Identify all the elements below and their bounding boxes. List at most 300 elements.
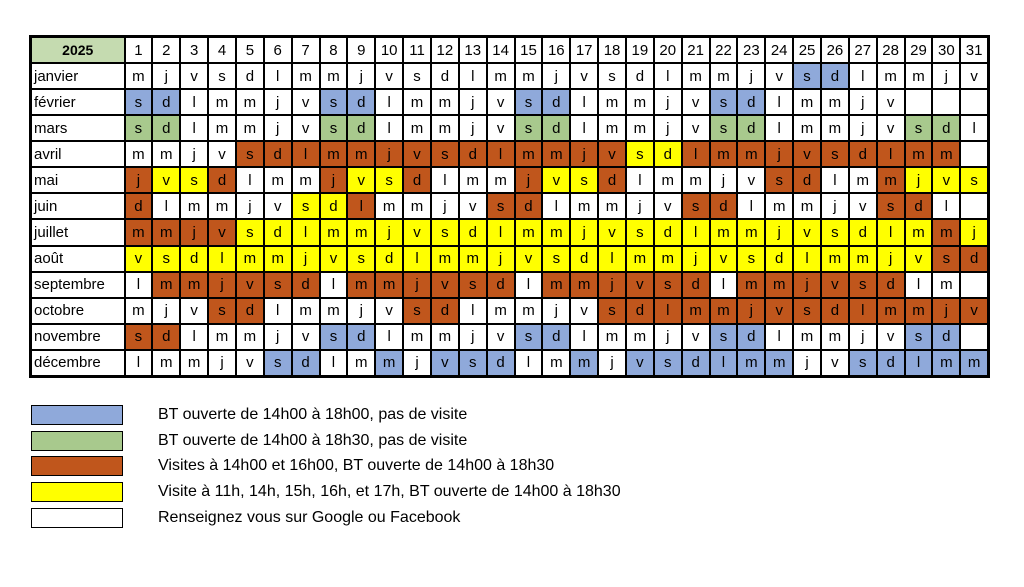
month-row — [31, 89, 989, 115]
day-cell: s — [960, 167, 988, 193]
day-cell: v — [431, 272, 459, 298]
day-cell: m — [821, 246, 849, 272]
month-label: octobre — [31, 298, 125, 324]
day-number-16: 16 — [542, 37, 570, 64]
day-cell: v — [737, 167, 765, 193]
day-cell: m — [347, 141, 375, 167]
day-cell: d — [932, 324, 960, 350]
day-cell: l — [375, 89, 403, 115]
day-cell: l — [710, 350, 738, 377]
day-number-2: 2 — [152, 37, 180, 64]
day-cell: s — [654, 350, 682, 377]
day-cell: m — [515, 219, 543, 245]
day-cell: s — [737, 246, 765, 272]
day-cell: m — [152, 141, 180, 167]
day-cell: m — [626, 324, 654, 350]
day-cell: d — [542, 115, 570, 141]
day-cell: v — [793, 219, 821, 245]
day-cell: s — [459, 350, 487, 377]
month-row — [31, 324, 989, 350]
day-cell: m — [403, 89, 431, 115]
day-cell: l — [347, 193, 375, 219]
day-cell: s — [542, 246, 570, 272]
legend-item — [31, 403, 621, 427]
day-cell: s — [125, 115, 153, 141]
day-cell: s — [180, 167, 208, 193]
day-cell: j — [598, 350, 626, 377]
day-cell: v — [570, 63, 598, 89]
day-cell — [960, 324, 988, 350]
day-cell: s — [264, 272, 292, 298]
day-cell: m — [626, 89, 654, 115]
day-cell: v — [236, 350, 264, 377]
day-cell: v — [542, 167, 570, 193]
day-cell: m — [125, 141, 153, 167]
day-cell: l — [320, 272, 348, 298]
day-cell: j — [459, 115, 487, 141]
day-cell: m — [765, 350, 793, 377]
day-cell: m — [542, 141, 570, 167]
day-cell: m — [765, 193, 793, 219]
day-cell: j — [264, 324, 292, 350]
day-cell: v — [180, 63, 208, 89]
legend-label: BT ouverte de 14h00 à 18h00, pas de visite — [158, 405, 468, 423]
day-cell: s — [932, 246, 960, 272]
day-cell: v — [347, 167, 375, 193]
day-cell: d — [932, 115, 960, 141]
day-cell: m — [626, 115, 654, 141]
day-cell: l — [905, 272, 933, 298]
day-cell: l — [821, 167, 849, 193]
legend-swatch — [31, 431, 123, 451]
day-cell: s — [598, 63, 626, 89]
day-cell: l — [765, 115, 793, 141]
day-cell: m — [570, 272, 598, 298]
day-cell: m — [431, 115, 459, 141]
day-cell: j — [737, 298, 765, 324]
day-cell: d — [320, 193, 348, 219]
day-cell: l — [375, 324, 403, 350]
day-cell: m — [152, 219, 180, 245]
day-cell — [960, 272, 988, 298]
day-number-6: 6 — [264, 37, 292, 64]
legend-item — [31, 480, 621, 504]
day-cell: v — [821, 350, 849, 377]
month-row — [31, 115, 989, 141]
day-cell: s — [152, 246, 180, 272]
day-cell: m — [932, 272, 960, 298]
day-cell: d — [347, 115, 375, 141]
day-cell: m — [821, 115, 849, 141]
day-cell: j — [626, 193, 654, 219]
day-cell: d — [654, 219, 682, 245]
day-cell: m — [431, 324, 459, 350]
day-cell: m — [320, 63, 348, 89]
day-cell: l — [570, 89, 598, 115]
day-cell: v — [765, 63, 793, 89]
day-cell: m — [347, 350, 375, 377]
day-cell: s — [849, 272, 877, 298]
day-cell: j — [208, 272, 236, 298]
day-cell: s — [849, 350, 877, 377]
day-cell: s — [905, 115, 933, 141]
day-cell: m — [292, 63, 320, 89]
legend-item — [31, 429, 621, 453]
day-cell: m — [626, 246, 654, 272]
day-cell: d — [654, 141, 682, 167]
day-cell: d — [487, 272, 515, 298]
day-cell — [932, 89, 960, 115]
day-cell: m — [236, 324, 264, 350]
day-number-15: 15 — [515, 37, 543, 64]
day-cell — [905, 89, 933, 115]
day-cell: s — [710, 324, 738, 350]
day-cell: v — [431, 350, 459, 377]
day-cell: v — [487, 115, 515, 141]
day-cell: d — [598, 167, 626, 193]
month-label: septembre — [31, 272, 125, 298]
day-cell: m — [403, 115, 431, 141]
day-cell: j — [654, 89, 682, 115]
day-cell: l — [515, 272, 543, 298]
day-cell: s — [431, 141, 459, 167]
day-cell: m — [737, 141, 765, 167]
day-cell: d — [375, 246, 403, 272]
day-cell: s — [431, 219, 459, 245]
day-cell: j — [459, 324, 487, 350]
day-cell: l — [905, 350, 933, 377]
day-cell: l — [877, 219, 905, 245]
month-row — [31, 246, 989, 272]
day-cell: s — [236, 219, 264, 245]
day-cell: s — [905, 324, 933, 350]
day-cell: j — [152, 63, 180, 89]
day-cell: j — [180, 141, 208, 167]
month-row — [31, 193, 989, 219]
day-cell: m — [180, 193, 208, 219]
day-cell: s — [403, 63, 431, 89]
day-cell: m — [654, 167, 682, 193]
day-cell: s — [765, 167, 793, 193]
day-cell: d — [710, 193, 738, 219]
day-number-13: 13 — [459, 37, 487, 64]
day-cell: v — [487, 89, 515, 115]
day-cell: v — [877, 89, 905, 115]
day-cell: j — [347, 298, 375, 324]
day-cell: m — [765, 272, 793, 298]
month-label: janvier — [31, 63, 125, 89]
day-number-23: 23 — [737, 37, 765, 64]
day-cell: l — [180, 324, 208, 350]
day-number-18: 18 — [598, 37, 626, 64]
day-cell: m — [682, 167, 710, 193]
day-cell: m — [793, 193, 821, 219]
day-cell: s — [626, 141, 654, 167]
day-cell: s — [626, 219, 654, 245]
day-cell: d — [459, 219, 487, 245]
day-cell: m — [710, 63, 738, 89]
day-cell: s — [375, 167, 403, 193]
day-cell: m — [152, 272, 180, 298]
day-cell: j — [710, 167, 738, 193]
day-cell: m — [570, 193, 598, 219]
day-cell: j — [682, 246, 710, 272]
day-number-11: 11 — [403, 37, 431, 64]
day-cell: s — [208, 298, 236, 324]
day-cell: d — [682, 350, 710, 377]
day-cell: d — [292, 350, 320, 377]
day-number-7: 7 — [292, 37, 320, 64]
day-cell: l — [208, 246, 236, 272]
day-cell: j — [125, 167, 153, 193]
day-cell: l — [765, 89, 793, 115]
day-cell: l — [236, 167, 264, 193]
day-cell: m — [125, 298, 153, 324]
day-cell: v — [960, 298, 988, 324]
day-cell: l — [180, 115, 208, 141]
day-cell: v — [765, 298, 793, 324]
day-cell: v — [292, 324, 320, 350]
day-cell: d — [125, 193, 153, 219]
legend — [31, 403, 621, 532]
legend-swatch — [31, 405, 123, 425]
day-cell: v — [125, 246, 153, 272]
day-number-3: 3 — [180, 37, 208, 64]
day-cell: d — [431, 63, 459, 89]
legend-label: Visite à 11h, 14h, 15h, 16h, et 17h, BT ouverte de 14h00 à 18h30 — [158, 483, 621, 501]
day-cell: l — [180, 89, 208, 115]
day-cell: l — [125, 350, 153, 377]
day-cell: m — [264, 246, 292, 272]
day-cell: j — [375, 219, 403, 245]
day-cell: d — [542, 324, 570, 350]
month-row — [31, 350, 989, 377]
day-cell: j — [403, 350, 431, 377]
day-cell: m — [598, 193, 626, 219]
day-cell: l — [292, 141, 320, 167]
day-cell: m — [208, 193, 236, 219]
day-cell: j — [208, 350, 236, 377]
day-cell: j — [264, 89, 292, 115]
day-cell: l — [320, 350, 348, 377]
day-cell: v — [320, 246, 348, 272]
day-cell: m — [737, 350, 765, 377]
month-row — [31, 272, 989, 298]
day-cell: m — [180, 350, 208, 377]
day-cell: s — [208, 63, 236, 89]
day-cell: m — [710, 219, 738, 245]
day-cell: s — [264, 350, 292, 377]
day-cell: m — [710, 298, 738, 324]
day-cell: m — [877, 63, 905, 89]
day-number-30: 30 — [932, 37, 960, 64]
day-cell: v — [682, 324, 710, 350]
day-cell: m — [793, 89, 821, 115]
day-cell: m — [320, 219, 348, 245]
day-cell: v — [208, 141, 236, 167]
day-cell: m — [152, 350, 180, 377]
day-cell: m — [932, 219, 960, 245]
day-cell: m — [431, 246, 459, 272]
day-cell: m — [347, 272, 375, 298]
day-cell: j — [375, 141, 403, 167]
day-cell: m — [598, 89, 626, 115]
day-cell: d — [208, 167, 236, 193]
day-cell: d — [821, 63, 849, 89]
day-cell: s — [320, 89, 348, 115]
day-cell: m — [208, 89, 236, 115]
day-cell: j — [598, 272, 626, 298]
day-cell: d — [849, 141, 877, 167]
day-cell: s — [125, 89, 153, 115]
day-cell: v — [905, 246, 933, 272]
day-cell: l — [877, 141, 905, 167]
day-cell: v — [598, 219, 626, 245]
day-cell: s — [654, 272, 682, 298]
day-cell: d — [542, 89, 570, 115]
day-cell: m — [932, 350, 960, 377]
day-cell — [960, 89, 988, 115]
day-cell: j — [960, 219, 988, 245]
day-cell: m — [347, 219, 375, 245]
day-cell: m — [320, 141, 348, 167]
day-cell: d — [737, 89, 765, 115]
day-cell: l — [264, 63, 292, 89]
day-cell: s — [515, 324, 543, 350]
year-cell: 2025 — [31, 37, 125, 64]
day-cell: m — [375, 350, 403, 377]
day-number-25: 25 — [793, 37, 821, 64]
day-cell: m — [849, 167, 877, 193]
day-cell: s — [320, 324, 348, 350]
day-cell: m — [905, 298, 933, 324]
day-cell: d — [570, 246, 598, 272]
month-row — [31, 63, 989, 89]
day-cell: s — [570, 167, 598, 193]
day-cell: v — [515, 246, 543, 272]
day-cell: d — [626, 63, 654, 89]
day-cell: v — [487, 324, 515, 350]
day-cell: v — [682, 115, 710, 141]
day-cell: m — [375, 272, 403, 298]
day-cell: m — [208, 324, 236, 350]
day-cell: d — [515, 193, 543, 219]
day-cell: m — [682, 298, 710, 324]
day-number-14: 14 — [487, 37, 515, 64]
day-cell: l — [793, 246, 821, 272]
header-row — [31, 37, 989, 64]
day-cell: j — [765, 219, 793, 245]
day-cell: j — [403, 272, 431, 298]
day-cell: m — [905, 219, 933, 245]
day-cell: s — [821, 219, 849, 245]
day-cell: m — [487, 167, 515, 193]
month-label: décembre — [31, 350, 125, 377]
day-cell: d — [877, 350, 905, 377]
day-cell: v — [570, 298, 598, 324]
day-cell: v — [821, 272, 849, 298]
day-cell: l — [459, 63, 487, 89]
day-number-19: 19 — [626, 37, 654, 64]
day-cell: m — [877, 167, 905, 193]
day-cell: m — [793, 324, 821, 350]
day-cell: v — [292, 115, 320, 141]
day-cell: v — [375, 63, 403, 89]
day-cell: s — [598, 298, 626, 324]
day-cell: m — [180, 272, 208, 298]
day-cell: l — [849, 298, 877, 324]
day-cell: s — [236, 141, 264, 167]
day-cell: d — [264, 141, 292, 167]
month-label: juin — [31, 193, 125, 219]
legend-item — [31, 455, 621, 479]
day-cell: j — [849, 89, 877, 115]
day-cell: s — [877, 193, 905, 219]
day-number-10: 10 — [375, 37, 403, 64]
day-cell: j — [459, 89, 487, 115]
day-cell: s — [403, 298, 431, 324]
day-number-17: 17 — [570, 37, 598, 64]
day-cell: l — [932, 193, 960, 219]
day-cell: d — [905, 193, 933, 219]
day-cell: s — [793, 63, 821, 89]
month-label: mars — [31, 115, 125, 141]
day-cell: j — [347, 63, 375, 89]
day-cell: m — [236, 246, 264, 272]
day-cell: d — [236, 63, 264, 89]
day-cell: j — [152, 298, 180, 324]
day-cell: d — [152, 115, 180, 141]
day-number-8: 8 — [320, 37, 348, 64]
day-cell: v — [654, 193, 682, 219]
day-cell: v — [459, 193, 487, 219]
day-cell: d — [459, 141, 487, 167]
day-number-27: 27 — [849, 37, 877, 64]
day-cell: d — [877, 272, 905, 298]
day-cell: d — [236, 298, 264, 324]
month-row — [31, 219, 989, 245]
day-cell: v — [849, 193, 877, 219]
day-cell: d — [431, 298, 459, 324]
day-cell: j — [905, 167, 933, 193]
day-cell: s — [292, 193, 320, 219]
day-cell: d — [347, 89, 375, 115]
day-cell: v — [236, 272, 264, 298]
month-row — [31, 167, 989, 193]
day-cell: v — [877, 115, 905, 141]
month-label: novembre — [31, 324, 125, 350]
day-cell: l — [710, 272, 738, 298]
day-cell: d — [403, 167, 431, 193]
month-label: juillet — [31, 219, 125, 245]
day-cell: v — [793, 141, 821, 167]
day-cell: m — [403, 193, 431, 219]
day-cell: l — [960, 115, 988, 141]
day-cell: j — [515, 167, 543, 193]
day-cell: j — [654, 115, 682, 141]
day-cell: l — [542, 193, 570, 219]
day-number-26: 26 — [821, 37, 849, 64]
day-cell: l — [403, 246, 431, 272]
day-cell: j — [570, 141, 598, 167]
day-cell: d — [765, 246, 793, 272]
day-cell: s — [682, 193, 710, 219]
day-cell: v — [626, 350, 654, 377]
month-label: mai — [31, 167, 125, 193]
day-cell: l — [849, 63, 877, 89]
legend-swatch — [31, 456, 123, 476]
day-cell: d — [821, 298, 849, 324]
